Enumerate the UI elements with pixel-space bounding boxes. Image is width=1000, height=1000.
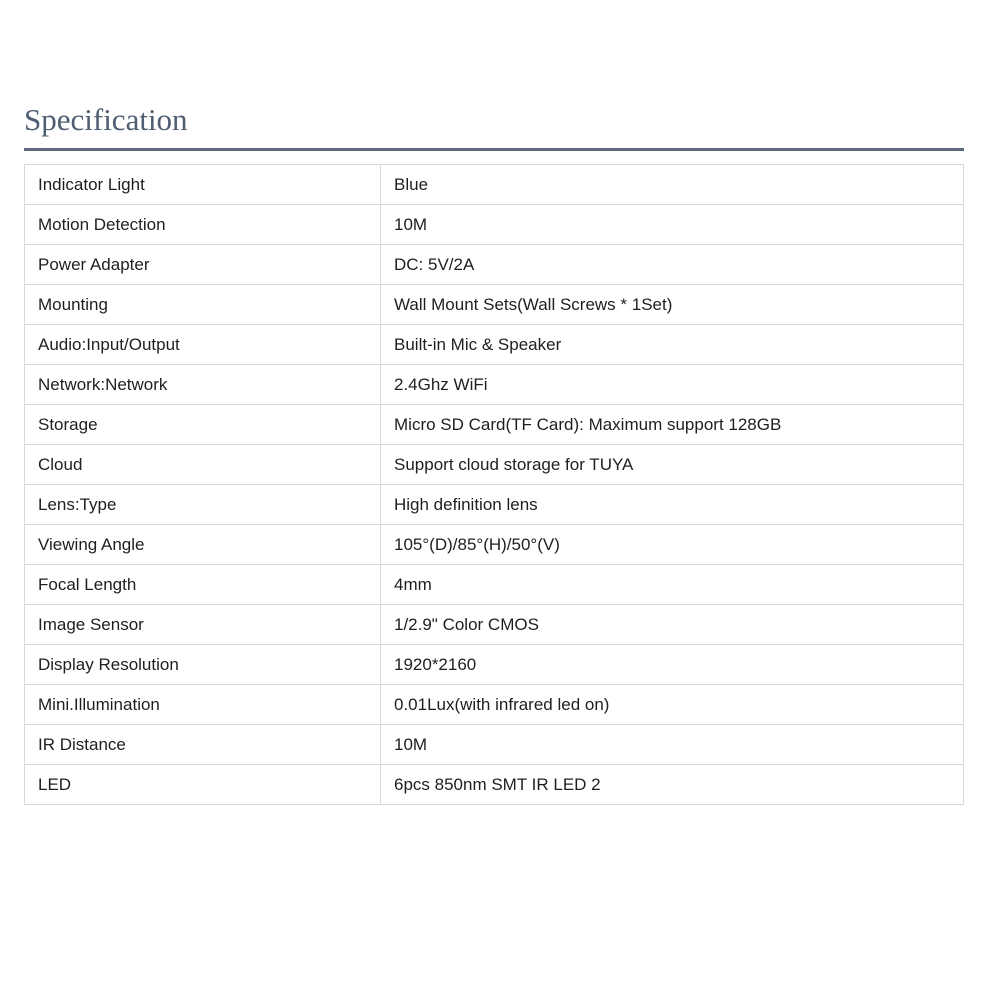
table-row xyxy=(25,245,964,285)
spec-label: Mounting xyxy=(25,285,381,325)
table-row xyxy=(25,725,964,765)
spec-value: 1/2.9" Color CMOS xyxy=(381,605,964,645)
spec-label: IR Distance xyxy=(25,725,381,765)
spec-value: 10M xyxy=(381,725,964,765)
spec-value: 2.4Ghz WiFi xyxy=(381,365,964,405)
spec-value: Micro SD Card(TF Card): Maximum support 128GB xyxy=(381,405,964,445)
table-row xyxy=(25,565,964,605)
page-title: Specification xyxy=(24,102,188,137)
spec-value: 1920*2160 xyxy=(381,645,964,685)
spec-label: Storage xyxy=(25,405,381,445)
spec-value: Built-in Mic & Speaker xyxy=(381,325,964,365)
table-row xyxy=(25,365,964,405)
spec-value: Support cloud storage for TUYA xyxy=(381,445,964,485)
spec-value: 6pcs 850nm SMT IR LED 2 xyxy=(381,765,964,805)
table-row xyxy=(25,165,964,205)
spec-label: Network:Network xyxy=(25,365,381,405)
table-row xyxy=(25,645,964,685)
spec-value: Blue xyxy=(381,165,964,205)
spec-value: High definition lens xyxy=(381,485,964,525)
spec-table xyxy=(24,164,964,805)
table-row xyxy=(25,325,964,365)
spec-label: Indicator Light xyxy=(25,165,381,205)
spec-value: Wall Mount Sets(Wall Screws * 1Set) xyxy=(381,285,964,325)
spec-value: DC: 5V/2A xyxy=(381,245,964,285)
table-row xyxy=(25,685,964,725)
spec-label: Cloud xyxy=(25,445,381,485)
spec-label: Viewing Angle xyxy=(25,525,381,565)
spec-value: 10M xyxy=(381,205,964,245)
spec-label: Mini.Illumination xyxy=(25,685,381,725)
spec-label: LED xyxy=(25,765,381,805)
table-row xyxy=(25,205,964,245)
table-row xyxy=(25,765,964,805)
spec-value: 105°(D)/85°(H)/50°(V) xyxy=(381,525,964,565)
table-row xyxy=(25,485,964,525)
spec-label: Focal Length xyxy=(25,565,381,605)
table-row xyxy=(25,445,964,485)
spec-value: 4mm xyxy=(381,565,964,605)
table-row xyxy=(25,605,964,645)
table-row xyxy=(25,285,964,325)
title-divider xyxy=(24,148,964,151)
spec-label: Display Resolution xyxy=(25,645,381,685)
table-row xyxy=(25,525,964,565)
spec-label: Power Adapter xyxy=(25,245,381,285)
spec-label: Image Sensor xyxy=(25,605,381,645)
spec-label: Audio:Input/Output xyxy=(25,325,381,365)
spec-label: Lens:Type xyxy=(25,485,381,525)
spec-label: Motion Detection xyxy=(25,205,381,245)
table-row xyxy=(25,405,964,445)
spec-table-body xyxy=(25,165,964,805)
spec-value: 0.01Lux(with infrared led on) xyxy=(381,685,964,725)
